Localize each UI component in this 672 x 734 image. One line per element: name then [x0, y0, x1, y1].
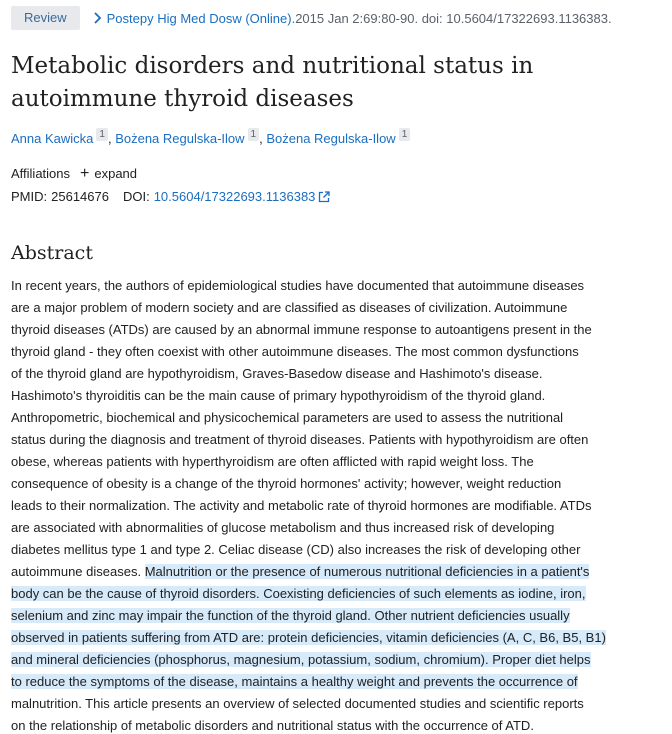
title-line-1: Metabolic disorders and nutritional status in: [11, 53, 534, 79]
abstract-line: leads to their normalization. The activity and metabolic rate of thyroid hormones are modifiable. ATDs: [11, 498, 592, 513]
abstract-line: [11, 649, 667, 671]
pmid-value: 25614676: [51, 189, 109, 204]
author-list: [11, 131, 410, 147]
abstract-heading: Abstract: [11, 242, 93, 264]
abstract-plain-text: autoimmune diseases.: [11, 564, 145, 579]
abstract-line: In recent years, the authors of epidemiological studies have documented that autoimmune diseases: [11, 278, 585, 293]
citation-details: 2015 Jan 2:69:80-90. doi: 10.5604/17322693.1136383.: [295, 10, 612, 26]
abstract-line: thyroid gland - they often coexist with other autoimmune diseases. The most common dysfunctions: [11, 344, 579, 359]
author-separator: ,: [107, 131, 116, 146]
abstract-line: obese, whereas patients with hyperthyroidism are often afflicted with rapid weight loss. The: [11, 454, 534, 469]
title-line-2: autoimmune thyroid diseases: [11, 86, 354, 112]
highlighted-text[interactable]: to reduce the symptoms of the disease, maintains a healthy weight and prevents the occurrence of: [11, 674, 578, 689]
abstract-line: are associated with abnormalities of glucose metabolism and thus increased risk of developing: [11, 520, 555, 535]
expand-affiliations-button[interactable]: [80, 166, 137, 181]
highlighted-text[interactable]: observed in patients suffering from ATD are: protein deficiencies, vitamin deficiencies (A, C, B6, B5, B1): [11, 630, 606, 645]
external-link-icon[interactable]: [318, 191, 330, 203]
abstract-line: [11, 583, 667, 605]
highlighted-text[interactable]: selenium and zinc may impair the function of the thyroid gland. Other nutrient deficiencies usually: [11, 608, 570, 623]
affiliation-number[interactable]: 1: [96, 128, 108, 141]
citation-bar: [11, 6, 612, 30]
abstract-text: [11, 275, 667, 734]
journal-link[interactable]: Postepy Hig Med Dosw (Online).: [106, 10, 296, 26]
article-title: [11, 50, 661, 116]
plus-icon: +: [80, 164, 90, 182]
author-separator: ,: [259, 131, 267, 146]
expand-label: expand: [94, 166, 138, 181]
abstract-line: are a major problem of modern society and are classified as diseases of civilization. Autoimmune: [11, 300, 568, 315]
abstract-line: Anthropometric, biochemical and physicochemical parameters are used to assess the nutritional: [11, 410, 564, 425]
pmid-label: PMID:: [11, 189, 48, 204]
review-badge: Review: [11, 6, 80, 30]
abstract-line: of the thyroid gland are hypothyroidism, Graves-Basedow disease and Hashimoto's disease.: [11, 366, 543, 381]
affiliations-label: Affiliations: [11, 166, 71, 181]
highlighted-text[interactable]: and mineral deficiencies (phosphorus, magnesium, potassium, sodium, chromium). Proper diet helps: [11, 652, 591, 667]
doi-link[interactable]: 10.5604/17322693.1136383: [153, 189, 316, 204]
author-link[interactable]: Bożena Regulska-Ilow: [266, 131, 396, 146]
abstract-line: malnutrition. This article presents an overview of selected documented studies and scientific reports: [11, 696, 584, 711]
abstract-line: consequence of obesity is a change of the thyroid hormones' activity; however, weight reduction: [11, 476, 562, 491]
abstract-line: thyroid diseases (ATDs) are caused by an abnormal immune response to autoantigens present in the: [11, 322, 592, 337]
abstract-line: [11, 605, 667, 627]
author-link[interactable]: Bożena Regulska-Ilow: [115, 131, 245, 146]
affiliation-number[interactable]: 1: [248, 128, 260, 141]
identifiers-row: [11, 189, 330, 204]
affiliation-number[interactable]: 1: [399, 128, 411, 141]
abstract-line: Hashimoto's thyroiditis can be the main cause of primary hypothyroidism of the thyroid gland.: [11, 388, 546, 403]
author-link[interactable]: Anna Kawicka: [11, 131, 94, 146]
abstract-line: [11, 671, 667, 693]
chevron-right-icon[interactable]: [92, 11, 104, 25]
highlighted-text[interactable]: body can be the cause of thyroid disorders. Coexisting deficiencies of such elements as iodine, iron,: [11, 586, 586, 601]
abstract-line: on the relationship of metabolic disorders and nutritional status with the occurrence of ATD.: [11, 718, 534, 733]
abstract-line: status during the diagnosis and treatment of thyroid diseases. Patients with hypothyroidism are often: [11, 432, 589, 447]
abstract-line: diabetes mellitus type 1 and type 2. Celiac disease (CD) also increases the risk of developing other: [11, 542, 581, 557]
highlighted-text[interactable]: Malnutrition or the presence of numerous nutritional deficiencies in a patient's: [144, 564, 590, 579]
abstract-line: [11, 561, 667, 583]
doi-label: DOI:: [122, 189, 150, 204]
affiliations-row: [11, 166, 137, 181]
abstract-line: [11, 627, 667, 649]
